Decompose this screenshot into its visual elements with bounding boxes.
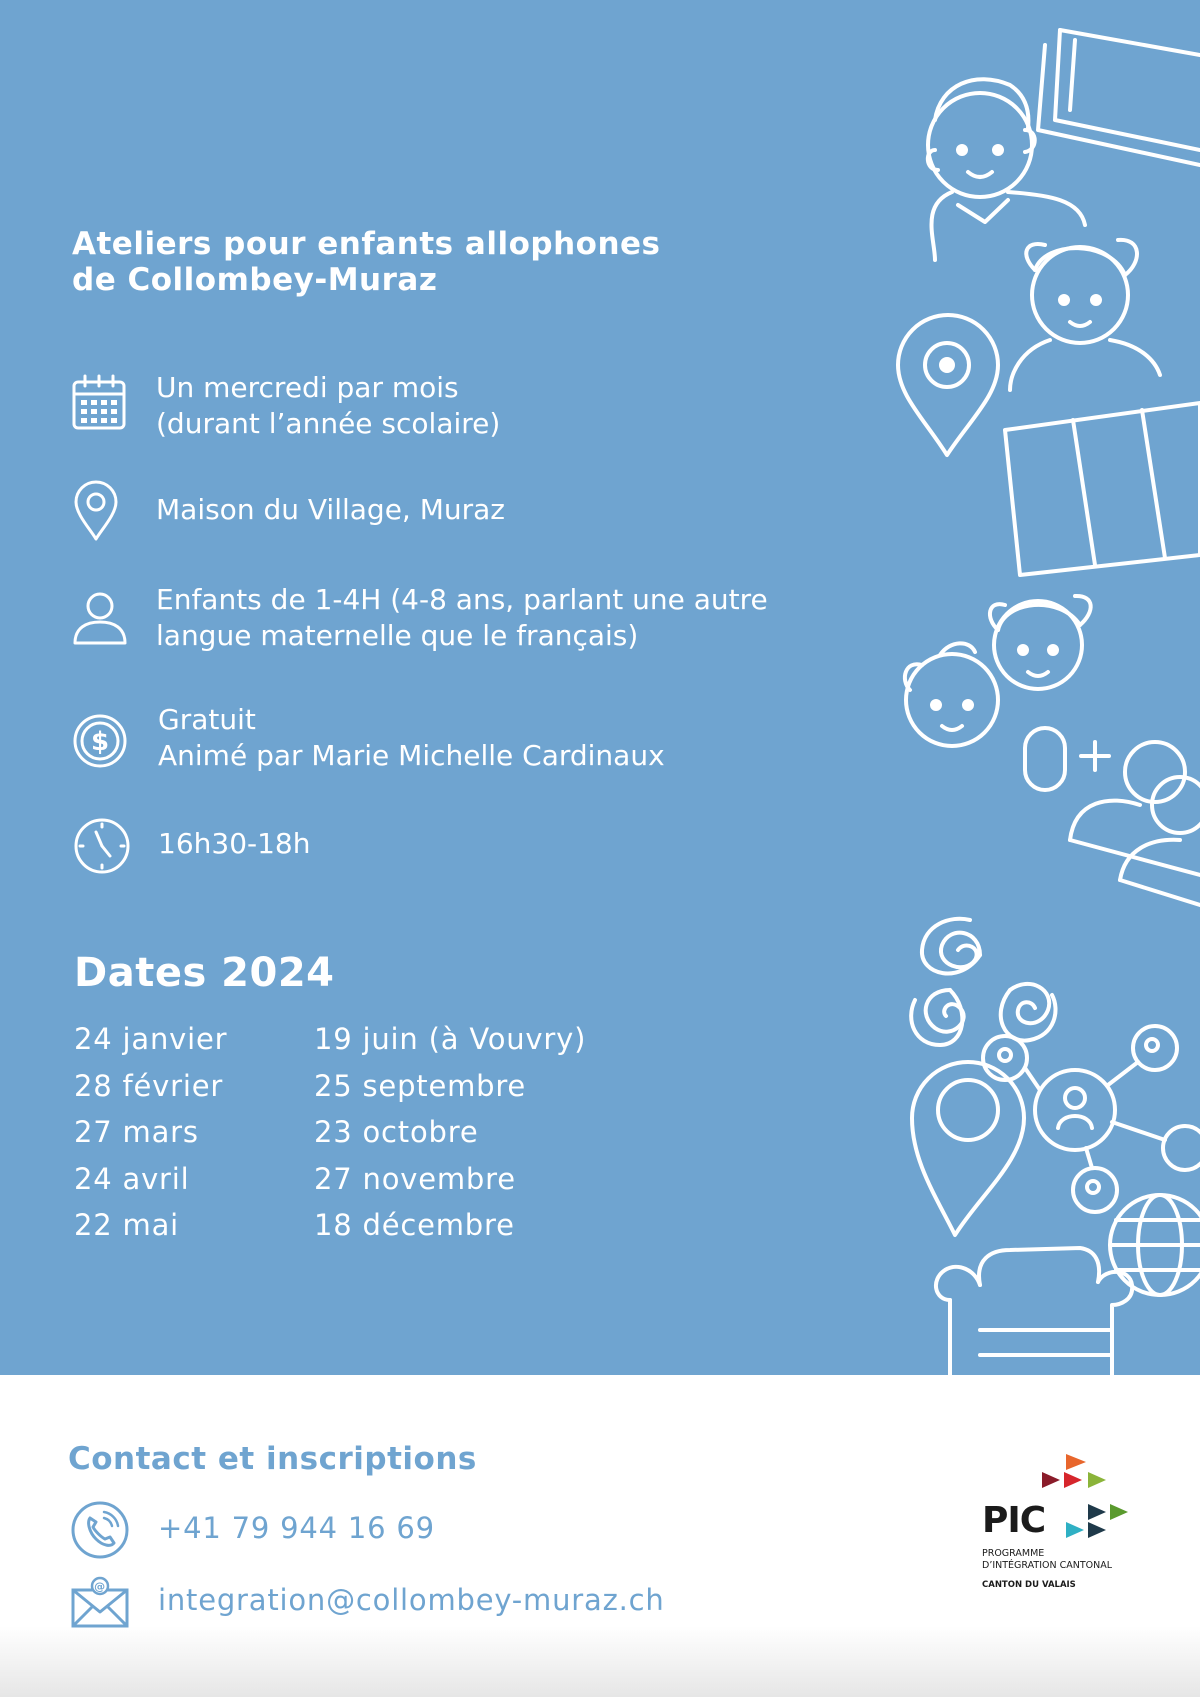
contact-phone-row[interactable]	[70, 1500, 770, 1560]
date-item: 25 septembre	[314, 1068, 527, 1103]
location-text: Maison du Village, Muraz	[156, 493, 505, 526]
dates-title: Dates 2024	[74, 950, 335, 996]
date-item: 27 mars	[74, 1115, 199, 1149]
info-location	[72, 492, 792, 556]
map-pin-icon-2	[912, 1062, 1024, 1235]
info-schedule	[72, 370, 792, 450]
price-line-2: Animé par Marie Michelle Cardinaux	[158, 739, 665, 772]
logo-subtitle-line-1: PROGRAMME	[982, 1548, 1045, 1559]
flyer-title	[72, 226, 661, 298]
triskele-icon	[911, 919, 1055, 1045]
info-price	[72, 702, 792, 782]
audience-line-1: Enfants de 1-4H (4-8 ans, parlant une autre	[156, 583, 768, 616]
phone-number[interactable]: +41 79 944 16 69	[158, 1511, 435, 1545]
schedule-line-2: (durant l’année scolaire)	[156, 407, 501, 440]
email-address[interactable]: integration@collombey-muraz.ch	[158, 1583, 665, 1617]
price-line-1: Gratuit	[158, 703, 256, 736]
logo-subtitle	[982, 1548, 1112, 1572]
audience-line-2: langue maternelle que le français)	[156, 619, 639, 652]
person-icon	[72, 590, 128, 646]
contact-title: Contact et inscriptions	[68, 1441, 477, 1477]
decorative-illustrations	[880, 0, 1200, 1375]
contact-email-row[interactable]	[70, 1576, 770, 1632]
info-time	[72, 826, 792, 886]
boy-face-icon	[928, 79, 1085, 260]
girl-face-icon	[1010, 240, 1160, 390]
logo-canton: CANTON DU VALAIS	[982, 1580, 1076, 1590]
dates-column-2	[314, 1016, 586, 1249]
info-audience	[72, 582, 792, 662]
group-people-icon	[1025, 728, 1200, 905]
globe-icon	[1110, 1195, 1200, 1295]
location-pin-icon	[72, 480, 120, 542]
title-line-2: de Collombey-Muraz	[72, 262, 438, 298]
svg-text:$: $	[90, 727, 110, 757]
svg-text:@: @	[94, 1580, 106, 1593]
children-faces-icon	[905, 596, 1091, 746]
flag-icon	[1005, 403, 1200, 575]
title-line-1: Ateliers pour enfants allophones	[72, 226, 661, 262]
pic-logo	[978, 1452, 1148, 1592]
date-item: 24 janvier	[74, 1022, 228, 1056]
book-icon	[1038, 30, 1200, 165]
calendar-icon	[72, 374, 126, 430]
dates-column-1	[74, 1016, 227, 1249]
date-item: 28 février	[74, 1068, 224, 1103]
map-pin-icon	[898, 315, 998, 455]
logo-acronym: PIC	[982, 1500, 1046, 1541]
date-item: 18 décembre	[314, 1208, 515, 1242]
date-item: 22 mai	[74, 1208, 179, 1242]
date-item: 24 avril	[74, 1161, 190, 1196]
phone-icon	[70, 1500, 130, 1560]
armchair-icon	[936, 1248, 1132, 1375]
dollar-coin-icon	[72, 712, 128, 770]
date-item: 23 octobre	[314, 1115, 479, 1149]
time-text: 16h30-18h	[158, 827, 311, 860]
clock-icon	[72, 816, 132, 876]
logo-subtitle-line-2: D’INTÉGRATION CANTONAL	[982, 1560, 1113, 1571]
email-icon	[70, 1576, 130, 1628]
schedule-line-1: Un mercredi par mois	[156, 371, 459, 404]
date-item: 19 juin (à Vouvry)	[314, 1022, 587, 1056]
date-item: 27 novembre	[314, 1161, 516, 1196]
network-icon	[983, 1026, 1200, 1212]
